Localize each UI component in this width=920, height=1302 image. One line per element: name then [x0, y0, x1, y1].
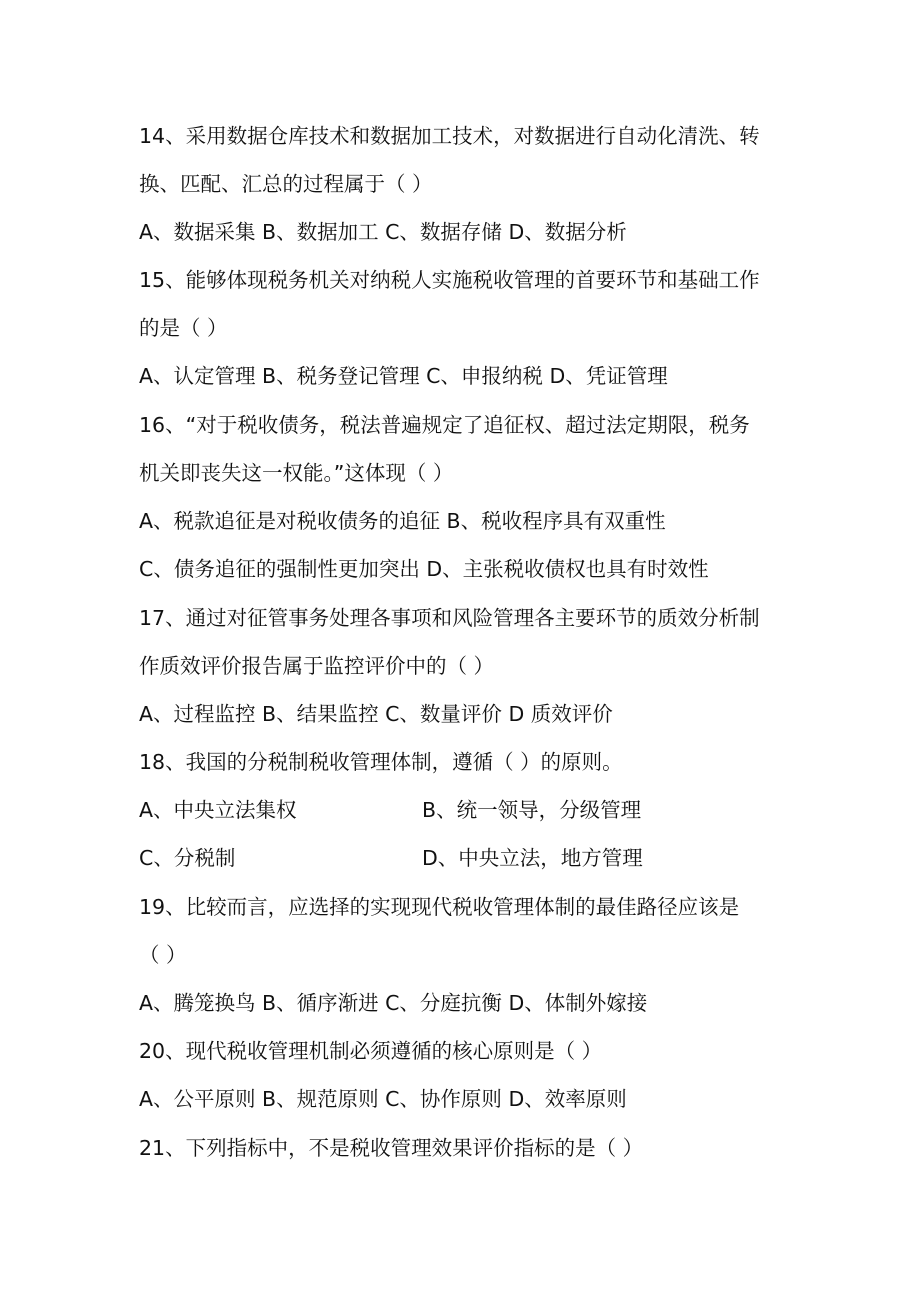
question-14-text: 14、采用数据仓库技术和数据加工技术，对数据进行自动化清洗、转: [139, 124, 760, 148]
question-17-text: 17、通过对征管事务处理各事项和风险管理各主要环节的质效分析制: [139, 606, 760, 630]
question-19-text-cont: （ ）: [139, 943, 187, 967]
question-16-text: 16、“对于税收债务，税法普遍规定了追征权、超过法定期限，税务: [139, 413, 750, 437]
question-20-options: A、公平原则 B、规范原则 C、协作原则 D、效率原则: [139, 1087, 627, 1111]
question-20-text: 20、现代税收管理机制必须遵循的核心原则是（ ）: [139, 1039, 603, 1063]
question-14-text-cont: 换、匹配、汇总的过程属于（ ）: [139, 172, 433, 196]
question-21-text: 21、下列指标中，不是税收管理效果评价指标的是（ ）: [139, 1136, 644, 1160]
question-16-options-cd: C、债务追征的强制性更加突出 D、主张税收债权也具有时效性: [139, 557, 709, 581]
question-19-text: 19、比较而言，应选择的实现现代税收管理体制的最佳路径应该是: [139, 895, 740, 919]
option-d: D、中央立法，地方管理: [422, 846, 643, 870]
option-b: B、统一领导，分级管理: [422, 798, 642, 822]
question-15-text-cont: 的是（ ）: [139, 316, 228, 340]
question-18-text: 18、我国的分税制税收管理体制，遵循（ ）的原则。: [139, 750, 623, 774]
question-15-options: A、认定管理 B、税务登记管理 C、申报纳税 D、凭证管理: [139, 364, 668, 388]
question-19-options: A、腾笼换鸟 B、循序渐进 C、分庭抗衡 D、体制外嫁接: [139, 991, 648, 1015]
question-14-options: A、数据采集 B、数据加工 C、数据存储 D、数据分析: [139, 220, 627, 244]
question-16-text-cont: 机关即丧失这一权能。”这体现（ ）: [139, 461, 454, 485]
question-17-options: A、过程监控 B、结果监控 C、数量评价 D 质效评价: [139, 702, 613, 726]
option-a: A、中央立法集权: [139, 798, 297, 822]
question-18-options-ab: [139, 796, 642, 824]
question-18-options-cd: [139, 844, 643, 872]
option-c: C、分税制: [139, 846, 236, 870]
question-15-text: 15、能够体现税务机关对纳税人实施税收管理的首要环节和基础工作: [139, 268, 760, 292]
question-17-text-cont: 作质效评价报告属于监控评价中的（ ）: [139, 654, 495, 678]
question-16-options-ab: A、税款追征是对税收债务的追征 B、税收程序具有双重性: [139, 509, 666, 533]
